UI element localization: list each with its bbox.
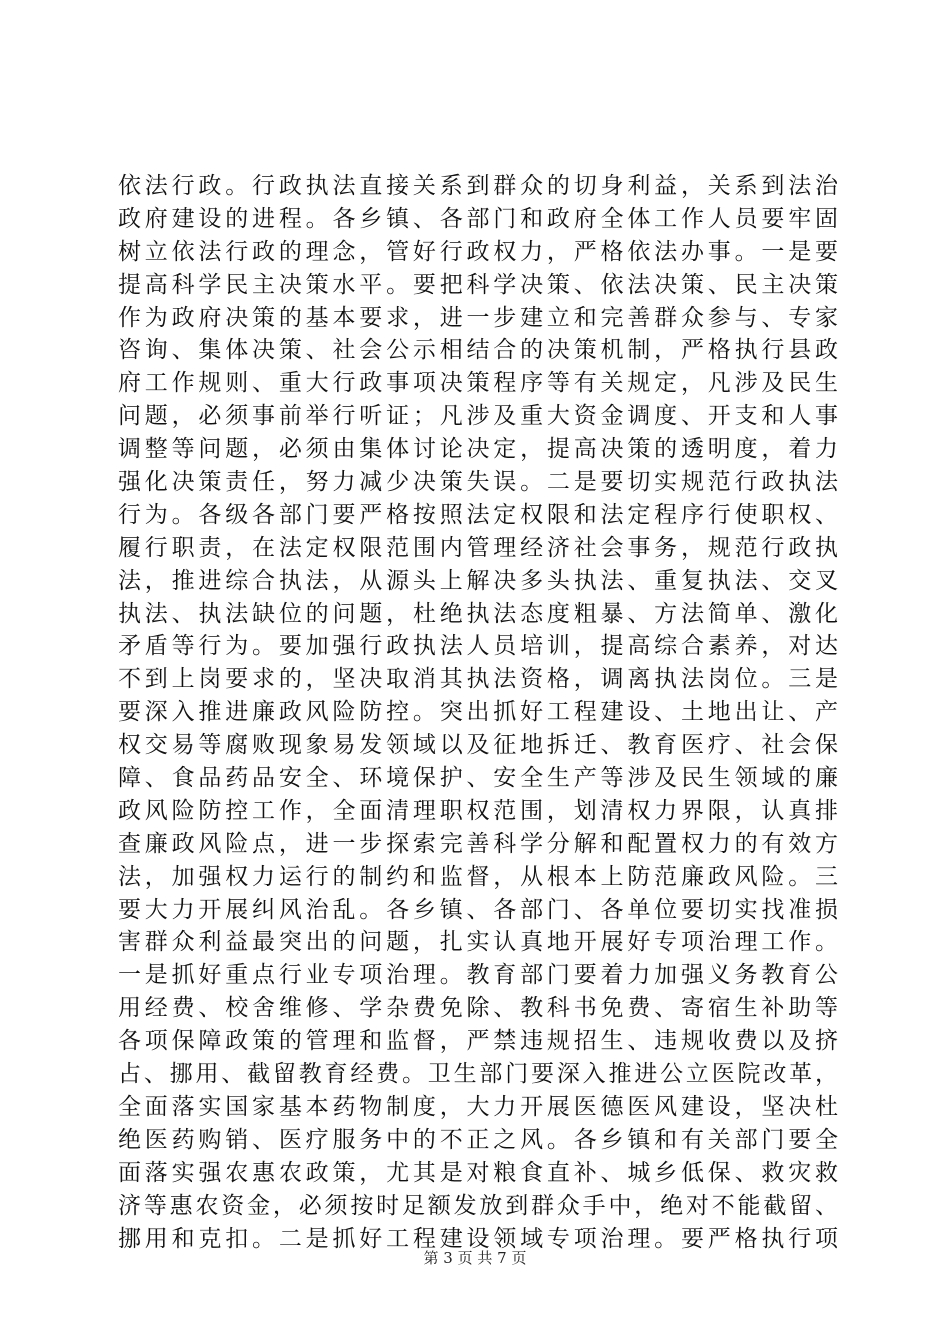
page-number: 第 3 页 共 7 页 bbox=[423, 1249, 527, 1267]
text-line: 要大力开展纠风治乱。各乡镇、各部门、各单位要切实找准损 bbox=[118, 896, 838, 923]
text-line: 害群众利益最突出的问题，扎实认真地开展好专项治理工作。 bbox=[118, 929, 838, 956]
text-line: 济等惠农资金，必须按时足额发放到群众手中，绝对不能截留、 bbox=[118, 1192, 838, 1219]
text-line: 法，加强权力运行的制约和监督，从根本上防范廉政风险。三 bbox=[118, 863, 838, 890]
text-line: 提高科学民主决策水平。要把科学决策、依法决策、民主决策 bbox=[118, 271, 838, 298]
text-line: 府工作规则、重大行政事项决策程序等有关规定，凡涉及民生 bbox=[118, 370, 838, 397]
text-line: 法，推进综合执法，从源头上解决多头执法、重复执法、交叉 bbox=[118, 567, 838, 594]
text-line: 树立依法行政的理念，管好行政权力，严格依法办事。一是要 bbox=[118, 238, 838, 265]
text-line: 问题，必须事前举行听证；凡涉及重大资金调度、开支和人事 bbox=[118, 403, 838, 430]
text-line: 依法行政。行政执法直接关系到群众的切身利益，关系到法治 bbox=[118, 173, 838, 199]
text-line: 调整等问题，必须由集体讨论决定，提高决策的透明度，着力 bbox=[118, 436, 838, 463]
page-footer bbox=[0, 1248, 950, 1268]
text-line: 占、挪用、截留教育经费。卫生部门要深入推进公立医院改革， bbox=[118, 1061, 838, 1088]
text-line: 强化决策责任，努力减少决策失误。二是要切实规范行政执法 bbox=[118, 469, 838, 496]
text-line: 矛盾等行为。要加强行政执法人员培训，提高综合素养，对达 bbox=[118, 633, 838, 660]
text-line: 用经费、校舍维修、学杂费免除、教科书免费、寄宿生补助等 bbox=[118, 995, 838, 1022]
text-line: 政府建设的进程。各乡镇、各部门和政府全体工作人员要牢固 bbox=[118, 205, 838, 232]
text-line: 一是抓好重点行业专项治理。教育部门要着力加强义务教育公 bbox=[118, 962, 838, 989]
text-line: 障、食品药品安全、环境保护、安全生产等涉及民生领域的廉 bbox=[118, 765, 838, 792]
text-line: 履行职责，在法定权限范围内管理经济社会事务，规范行政执 bbox=[118, 534, 838, 561]
text-line: 执法、执法缺位的问题，杜绝执法态度粗暴、方法简单、激化 bbox=[118, 600, 838, 627]
text-line: 要深入推进廉政风险防控。突出抓好工程建设、土地出让、产 bbox=[118, 699, 838, 726]
text-line: 行为。各级各部门要严格按照法定权限和法定程序行使职权、 bbox=[118, 501, 838, 528]
text-line: 不到上岗要求的，坚决取消其执法资格，调离执法岗位。三是 bbox=[118, 666, 838, 693]
text-line: 权交易等腐败现象易发领域以及征地拆迁、教育医疗、社会保 bbox=[118, 732, 838, 759]
text-line: 各项保障政策的管理和监督，严禁违规招生、违规收费以及挤 bbox=[118, 1028, 838, 1055]
text-line: 查廉政风险点，进一步探索完善科学分解和配置权力的有效方 bbox=[118, 830, 838, 857]
text-line: 咨询、集体决策、社会公示相结合的决策机制，严格执行县政 bbox=[118, 337, 838, 364]
text-line: 全面落实国家基本药物制度，大力开展医德医风建设，坚决杜 bbox=[118, 1093, 838, 1120]
text-line: 政风险防控工作，全面清理职权范围，划清权力界限，认真排 bbox=[118, 797, 838, 824]
text-line: 面落实强农惠农政策，尤其是对粮食直补、城乡低保、救灾救 bbox=[118, 1159, 838, 1186]
text-line: 挪用和克扣。二是抓好工程建设领域专项治理。要严格执行项 bbox=[118, 1225, 838, 1252]
body-paragraph bbox=[118, 170, 838, 1255]
text-line: 作为政府决策的基本要求，进一步建立和完善群众参与、专家 bbox=[118, 304, 838, 331]
text-line: 绝医药购销、医疗服务中的不正之风。各乡镇和有关部门要全 bbox=[118, 1126, 838, 1153]
